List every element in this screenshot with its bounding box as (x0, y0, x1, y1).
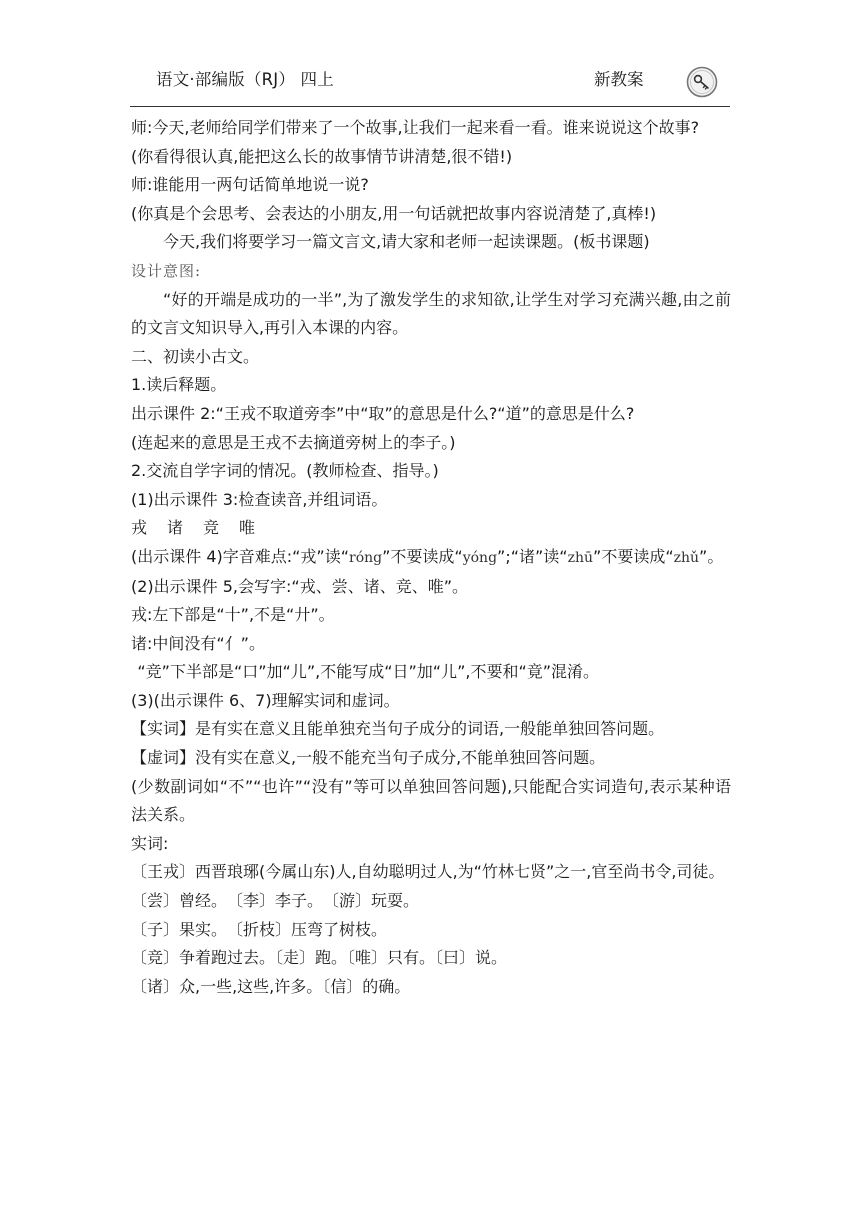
paragraph: 今天,我们将要学习一篇文言文,请大家和老师一起读课题。(板书课题) (163, 232, 650, 252)
pinyin: zhǔ (673, 549, 700, 566)
list-item: (3)(出示课件 6、7)理解实词和虚词。 (131, 690, 400, 710)
paragraph: 诸:中间没有“亻”。 (131, 633, 265, 653)
design-intent-label: 设计意图: (131, 261, 202, 280)
list-item: 1.读后释题。 (131, 375, 227, 395)
character: 诸 (167, 518, 184, 538)
list-item: 2.交流自学字词的情况。(教师检查、指导。) (131, 461, 439, 481)
paragraph: (连起来的意思是王戎不去摘道旁树上的李子。) (131, 432, 456, 452)
glossary-item: 〔诸〕众,一些,这些,许多。〔信〕的确。 (131, 976, 411, 996)
character: 唯 (239, 518, 256, 538)
paragraph: “好的开端是成功的一半”,为了激发学生的求知欲,让学生对学习充满兴趣,由之前的文言文知识导入,再引入本课的内容。 (131, 289, 731, 338)
glossary-item: 〔竞〕争着跑过去。〔走〕跑。〔唯〕只有。〔曰〕说。 (131, 948, 508, 968)
paragraph: “竞”下半部是“口”加“儿”,不能写成“日”加“儿”,不要和“竟”混淆。 (137, 662, 600, 682)
list-item: (2)出示课件 5,会写字:“戎、尝、诸、竞、唯”。 (131, 576, 468, 596)
glossary-item: 〔子〕果实。 〔折枝〕压弯了树枝。 (131, 919, 388, 939)
header-divider (130, 106, 730, 107)
text-fragment: ”不要读成“ (593, 546, 674, 566)
glossary-item: 〔王戎〕西晋琅琊(今属山东)人,自幼聪明过人,为“竹林七贤”之一,官至尚书令,司徒。 (131, 862, 725, 882)
pronunciation-note (131, 543, 731, 573)
definition: 【虚词】没有实在意义,一般不能充当句子成分,不能单独回答问题。 (131, 748, 606, 768)
list-item: (1)出示课件 3:检查读音,并组词语。 (131, 489, 388, 509)
paragraph: (你看得很认真,能把这么长的故事情节讲清楚,很不错!) (131, 146, 513, 166)
paragraph: 出示课件 2:“王戎不取道旁李”中“取”的意思是什么?“道”的意思是什么? (131, 403, 635, 423)
section-heading: 二、初读小古文。 (131, 346, 260, 366)
key-circle-icon (686, 66, 718, 98)
character: 竞 (203, 518, 220, 538)
pinyin: yóng (462, 549, 498, 566)
pinyin: róng (349, 549, 383, 566)
text-fragment: ”。 (699, 546, 724, 566)
text-fragment: (出示课件 4)字音难点:“戎”读“ (131, 546, 350, 566)
glossary-item: 〔尝〕曾经。 〔李〕李子。 〔游〕玩耍。 (131, 891, 420, 911)
character-list (131, 514, 731, 543)
definition: 【实词】是有实在意义且能单独充当句子成分的词语,一般能单独回答问题。 (131, 719, 665, 739)
text-fragment: ”;“诸”读“ (497, 546, 568, 566)
paragraph: 戎:左下部是“十”,不是“廾”。 (131, 605, 335, 625)
header-title: 语文·部编版（RJ） 四上 (156, 70, 334, 89)
pinyin: zhū (567, 549, 594, 566)
paragraph: (你真是个会思考、会表达的小朋友,用一句话就把故事内容说清楚了,真棒!) (131, 203, 657, 223)
paragraph: (少数副词如“不”“也许”“没有”等可以单独回答问题),只能配合实词造句,表示某种语法关系。 (131, 776, 731, 825)
paragraph: 师:谁能用一两句话简单地说一说? (131, 175, 369, 195)
page-header (130, 62, 730, 102)
paragraph: 师:今天,老师给同学们带来了一个故事,让我们一起来看一看。谁来说说这个故事? (131, 118, 700, 137)
header-label: 新教案 (594, 70, 644, 89)
lesson-content (131, 114, 731, 1001)
subheading: 实词: (131, 833, 169, 853)
character: 戎 (131, 518, 148, 538)
text-fragment: ”不要读成“ (382, 546, 463, 566)
